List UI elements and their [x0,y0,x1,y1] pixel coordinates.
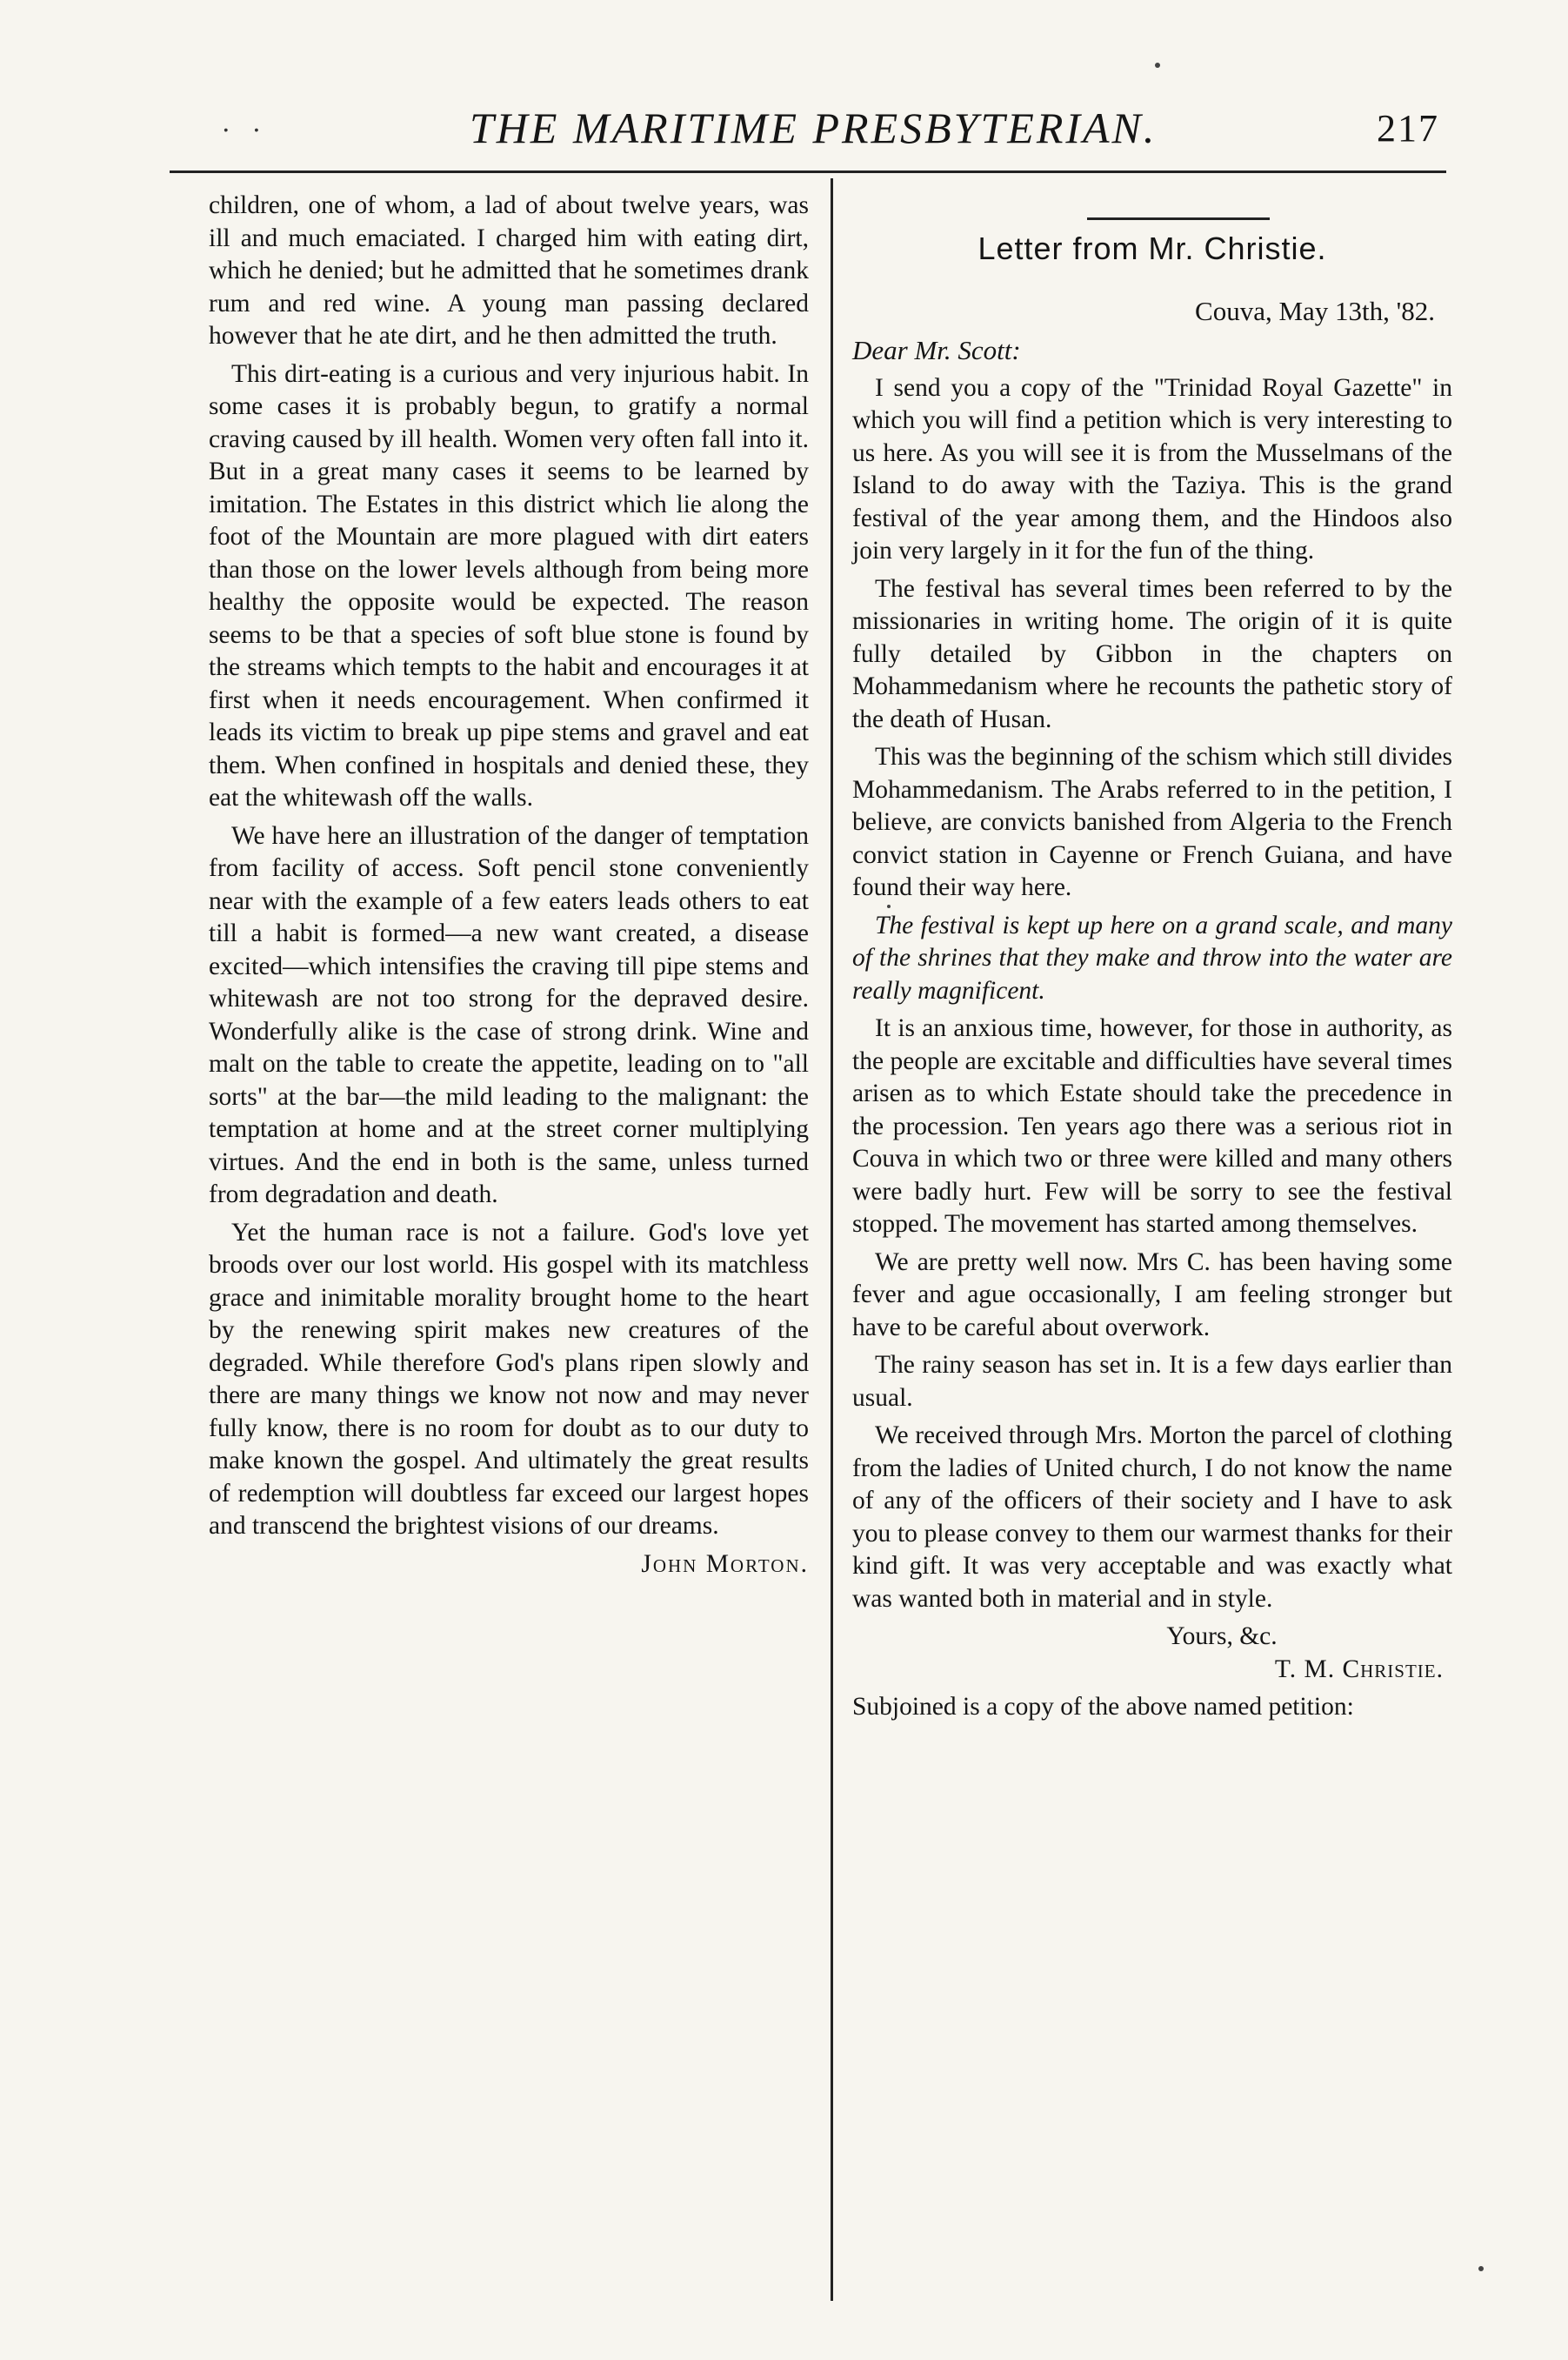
letter-salutation: Dear Mr. Scott: [852,335,1021,365]
print-speck [887,905,891,908]
letter-signature: T. M. Christie. [1274,1655,1444,1683]
left-column [209,190,809,1581]
right-column [852,190,1452,1729]
article-paragraph: Yet the human race is not a failure. God's love yet broods over our lost world. His gospel with its matchless grace and inimitable morality brought home to the heart by the renewing spirit makes new creatures of the degraded. While therefore God's plans ripen slowly and there are many things we know not now and may never fully know, there is no room for doubt as to our duty to make known the gospel. And ultimately the great results of redemption will doubtless far exceed our largest hopes and transcend the brightest visions of our dreams. [209,1218,809,1540]
letter-paragraph: We received through Mrs. Morton the parcel of clothing from the ladies of United church, I do not know the name of any of the officers of their society and I have to ask you to please convey to them our warmest thanks for their kind gift. It was very acceptable and was exactly what was wanted both in material and in style. [852,1421,1452,1613]
column-divider [831,178,833,2301]
article-paragraph: This dirt-eating is a curious and very injurious habit. In some cases it is probably begun, to gratify a normal craving caused by ill health. Women very often fall into it. But in a great many cases it seems to be learned by imitation. The Estates in this district which lie along the foot of the Mountain are more plagued with dirt eaters than those on the lower levels although from being more healthy the opposite would be expected. The reason seems to be that a species of soft blue stone is found by the streams which tempts to the habit and encourages it at first when it needs encouragement. When confirmed it leads its victim to break up pipe stems and gravel and eat them. When confined in hospitals and denied these, they eat the whitewash off the walls. [209,359,809,812]
letter-paragraph: It is an anxious time, however, for those in authority, as the people are excitable and difficulties have several times arisen as to which Estate should take the precedence in the procession. Ten years ago there was a serious riot in Couva in which two or three were killed and many others were badly hurt. Few will be sorry to see the festival stopped. The movement has started among themselves. [852,1014,1452,1238]
letter-paragraph: The rainy season has set in. It is a few days earlier than usual. [852,1351,1452,1412]
letter-paragraph: This was the beginning of the schism which still divides Mohammedanism. The Arabs referred to in the petition, I believe, are convicts banished from Algeria to the French convict station in Cayenne or French Guiana, and have found their way here. [852,743,1452,901]
letter-dateline: Couva, May 13th, '82. [1195,295,1435,326]
header-dots: . . [222,108,268,138]
letter-title: Letter from Mr. Christie. [977,231,1327,266]
header-rule [170,170,1446,173]
author-signoff: John Morton. [641,1549,809,1578]
article-paragraph: We have here an illustration of the danger of temptation from facility of access. Soft pencil stone conveniently near with the example of a few eaters leads others to eat till a habit is formed—a new want created, a disease excited—which intensifies the craving till pipe stems and whitewash are not too strong for the depraved desire. Wonderfully alike is the case of strong drink. Wine and malt on the table to create the appetite, leading on to "all sorts" at the bar—the mild leading to the malignant: the temptation at home and at the street corner multiplying virtues. And the end in both is the same, unless turned from degradation and death. [209,821,809,1208]
letter-paragraph: The festival has several times been referred to by the missionaries in writing home. The origin of it is quite fully detailed by Gibbon in the chapters on Mohammedanism where he recounts the pathetic story of the death of Husan. [852,574,1452,733]
section-rule [1087,217,1270,220]
postscript: Subjoined is a copy of the above named petition: [852,1693,1354,1721]
print-speck [1478,2266,1484,2271]
article-paragraph: children, one of whom, a lad of about twelve years, was ill and much emaciated. I charged him with eating dirt, which he denied; but he admitted that he sometimes drank rum and red wine. A young man passing declared however that he ate dirt, and he then admitted the truth. [209,191,809,350]
letter-paragraph: The festival is kept up here on a grand scale, and many of the shrines that they make and throw into the water are really magnificent. [852,911,1452,1005]
page-number: 217 [1377,107,1439,150]
letter-paragraph: We are pretty well now. Mrs C. has been having some fever and ague occasionally, I am feeling stronger but have to be careful about overwork. [852,1247,1452,1341]
letter-paragraph: I send you a copy of the "Trinidad Royal Gazette" in which you will find a petition which is very interesting to us here. As you will see it is from the Musselmans of the Island to do away with the Taziya. This is the grand festival of the year among them, and the Hindoos also join very largely in it for the fun of the thing. [852,373,1452,565]
letter-closing: Yours, &c. [1166,1622,1278,1650]
print-speck [1155,63,1160,68]
page-header [170,103,1457,164]
publication-title: THE MARITIME PRESBYTERIAN. [470,104,1158,152]
